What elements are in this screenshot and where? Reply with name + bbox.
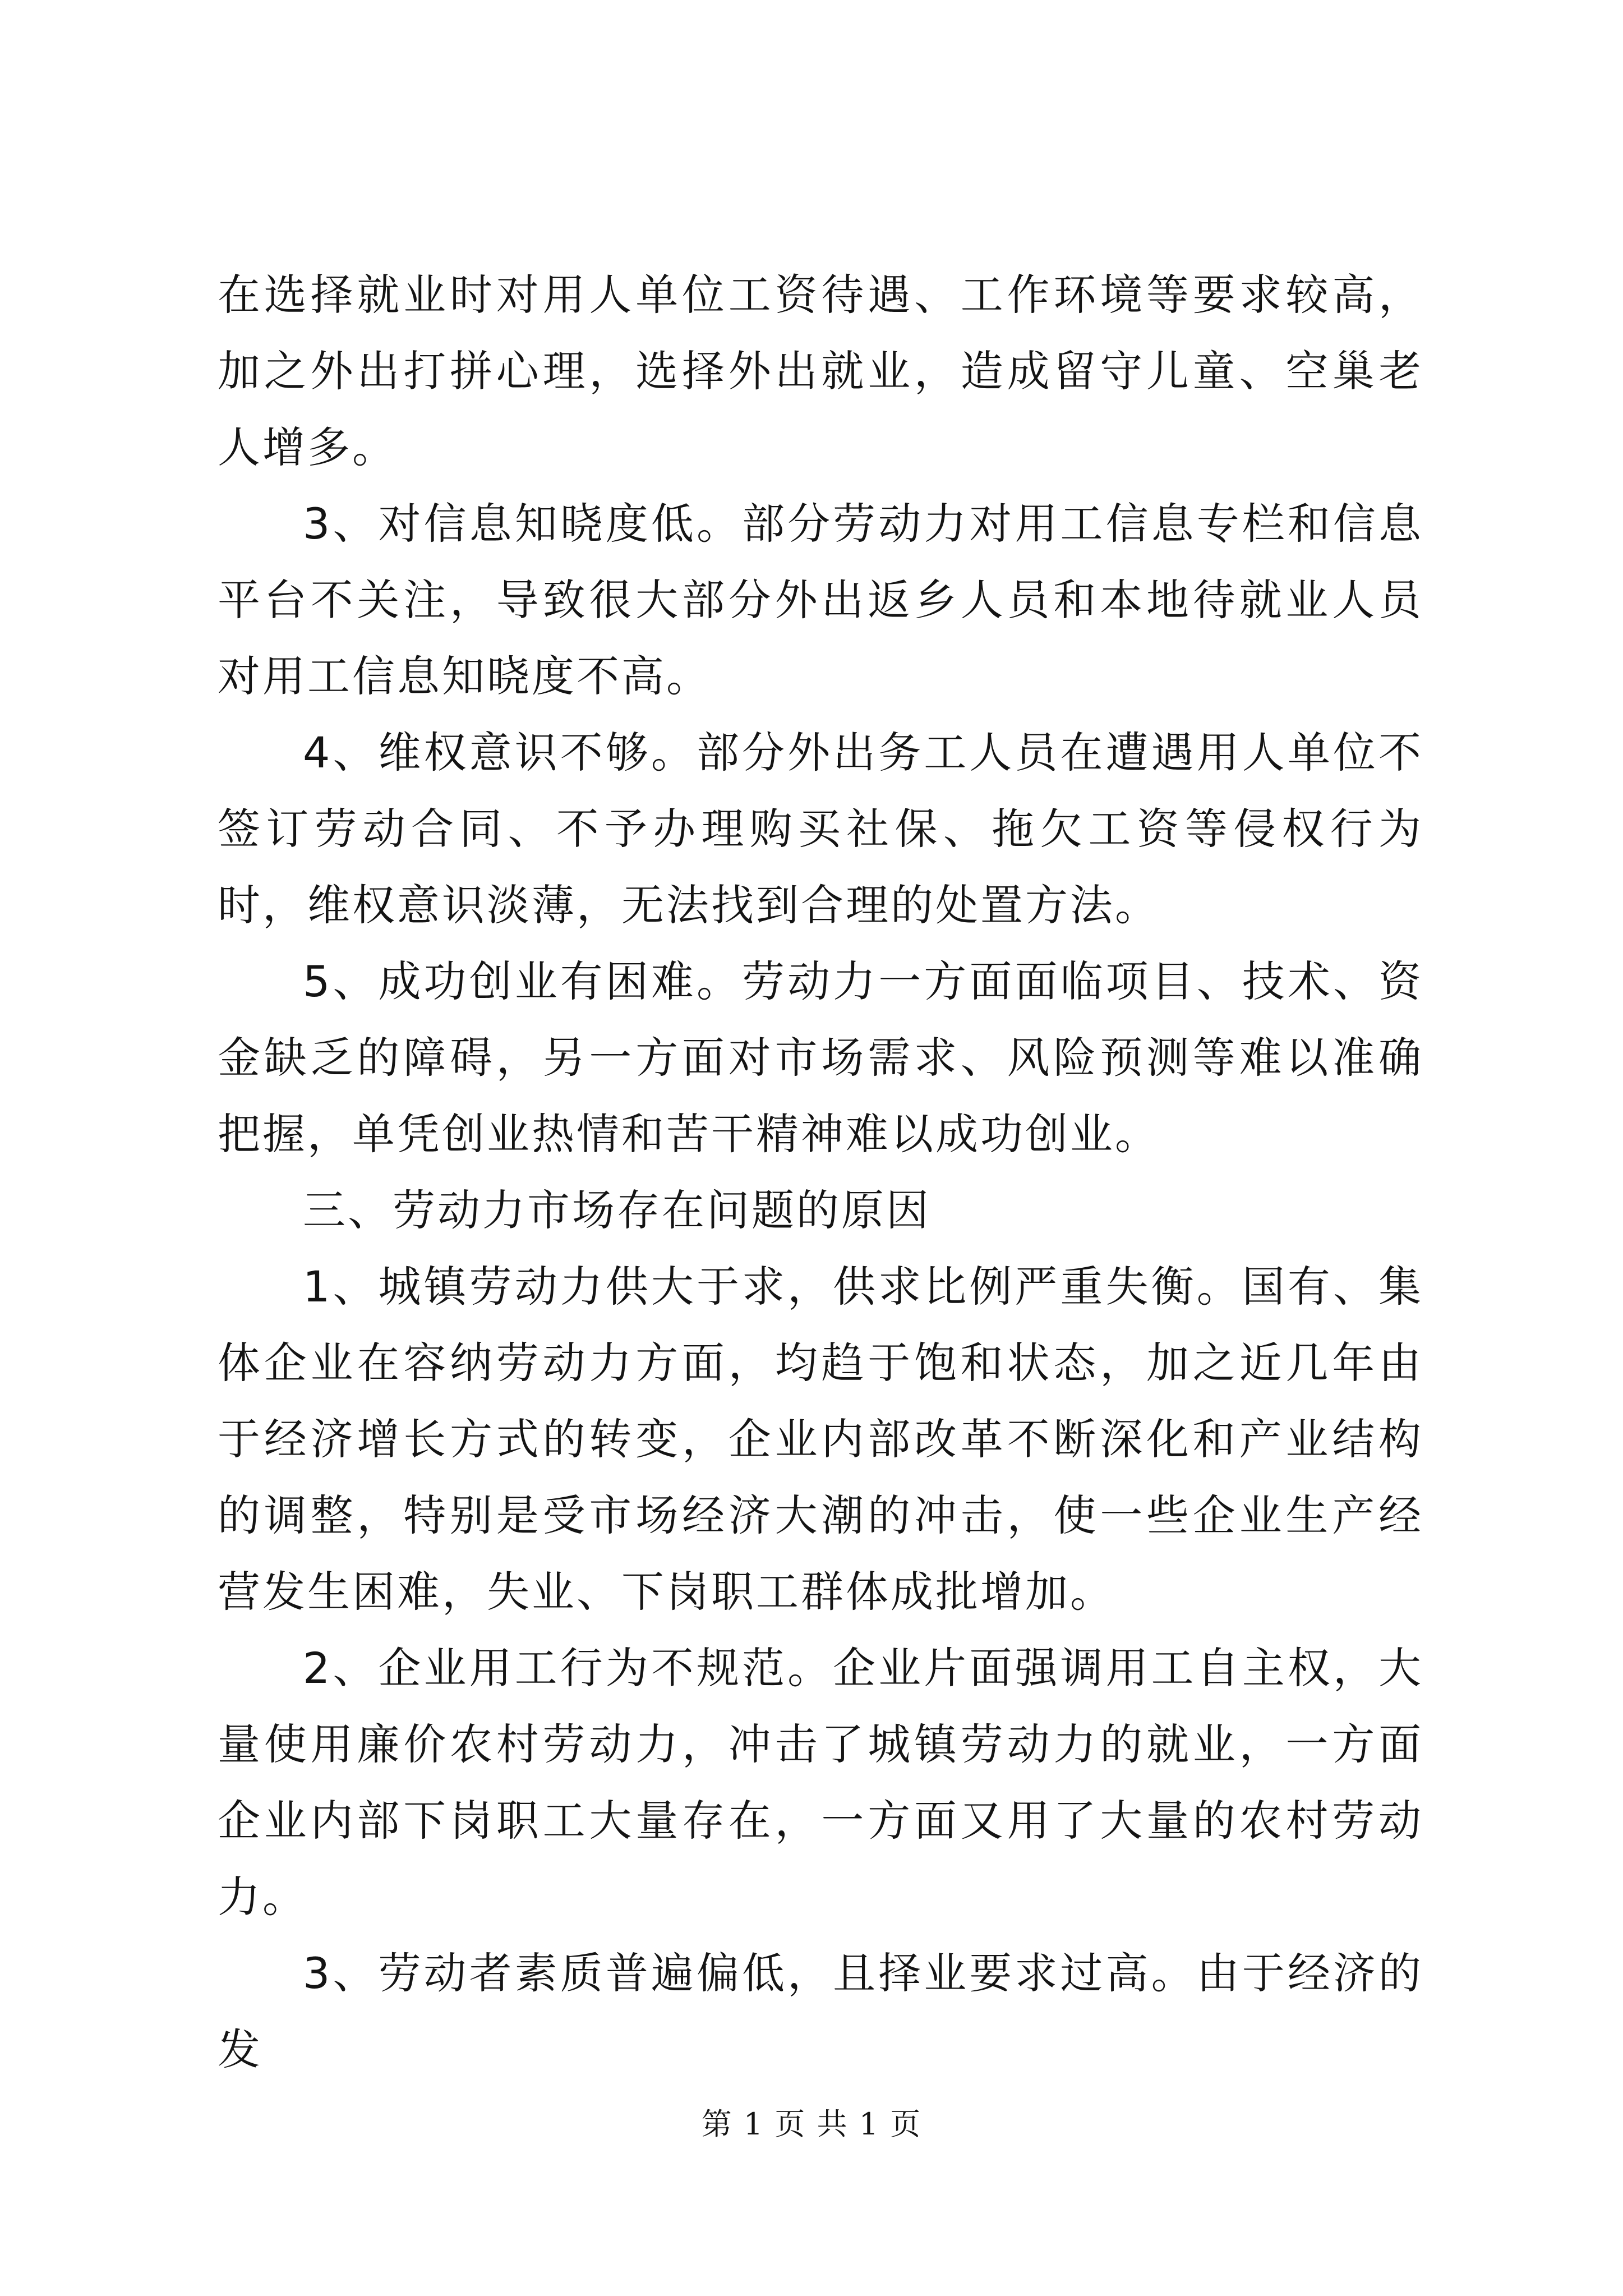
- paragraph-cause-2: 2、企业用工行为不规范。企业片面强调用工自主权，大量使用廉价农村劳动力，冲击了城镇劳动力的就业，一方面企业内部下岗职工大量存在，一方面又用了大量的农村劳动力。: [218, 1643, 1423, 1922]
- paragraph-continuation: 在选择就业时对用人单位工资待遇、工作环境等要求较高，加之外出打拼心理，选择外出就业，造成留守儿童、空巢老人增多。: [218, 270, 1423, 472]
- page-number-label: 第 1 页 共 1 页: [701, 2106, 922, 2142]
- paragraph-cause-3: 3、劳动者素质普遍偏低，且择业要求过高。由于经济的发: [218, 1948, 1423, 2074]
- paragraph-item-4-rights: 4、维权意识不够。部分外出务工人员在遭遇用人单位不签订劳动合同、不予办理购买社保、拖欠工资等侵权行为时，维权意识淡薄，无法找到合理的处置方法。: [218, 728, 1423, 930]
- paragraph-item-3-information: 3、对信息知晓度低。部分劳动力对用工信息专栏和信息平台不关注，导致很大部分外出返乡人员和本地待就业人员对用工信息知晓度不高。: [218, 499, 1423, 701]
- document-body: [218, 257, 1423, 2088]
- paragraph-cause-1: 1、城镇劳动力供大于求，供求比例严重失衡。国有、集体企业在容纳劳动力方面，均趋于饱和状态，加之近几年由于经济增长方式的转变，企业内部改革不断深化和产业结构的调整，特别是受市场经济大潮的冲击，使一些企业生产经营发生困难，失业、下岗职工群体成批增加。: [218, 1262, 1423, 1617]
- section-heading-causes: 三、劳动力市场存在问题的原因: [303, 1185, 931, 1235]
- page-footer: [0, 2105, 1623, 2144]
- paragraph-item-5-entrepreneurship: 5、成功创业有困难。劳动力一方面面临项目、技术、资金缺乏的障碍，另一方面对市场需求、风险预测等难以准确把握，单凭创业热情和苦干精神难以成功创业。: [218, 956, 1423, 1159]
